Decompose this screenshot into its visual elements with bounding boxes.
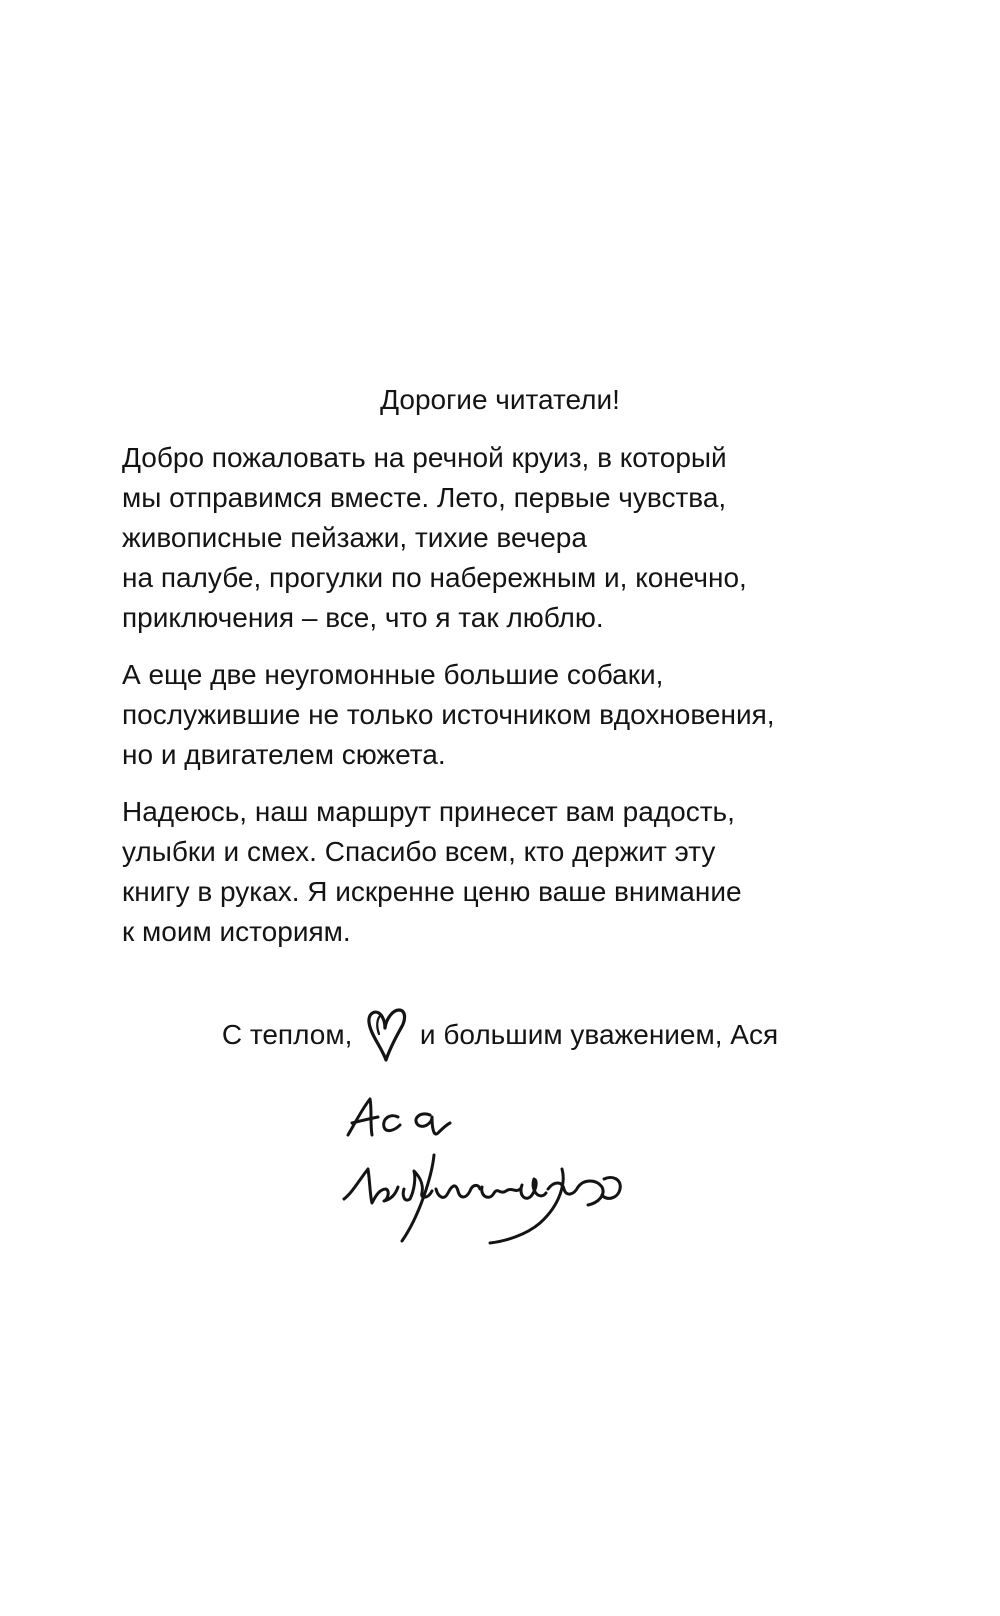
letter-paragraph: [122, 792, 862, 952]
text-line: на палубе, прогулки по набережным и, конечно,: [122, 562, 747, 593]
text-line: живописные пейзажи, тихие вечера: [122, 522, 587, 553]
closing-text-start: С теплом,: [221, 1019, 353, 1050]
heart-icon: [364, 1004, 410, 1064]
handwritten-signature: [340, 1095, 630, 1245]
text-line: к моим историям.: [122, 916, 351, 947]
closing-text-end: и большим уважением, Ася: [419, 1019, 779, 1050]
text-line: мы отправимся вместе. Лето, первые чувства,: [122, 482, 727, 513]
text-line: улыбки и смех. Спасибо всем, кто держит эту: [122, 836, 716, 867]
text-line: послужившие не только источником вдохновения,: [122, 699, 775, 730]
letter-greeting: Дорогие читатели!: [380, 384, 620, 415]
text-line: но и двигателем сюжета.: [122, 739, 446, 770]
text-line: приключения – все, что я так люблю.: [122, 602, 604, 633]
text-line: Надеюсь, наш маршрут принесет вам радость,: [122, 796, 735, 827]
text-line: Добро пожаловать на речной круиз, в который: [122, 442, 727, 473]
letter-paragraph: [122, 655, 862, 775]
text-line: А еще две неугомонные большие собаки,: [122, 659, 664, 690]
text-line: книгу в руках. Я искренне ценю ваше внимание: [122, 876, 742, 907]
letter-paragraph: [122, 438, 862, 638]
letter-closing: [0, 1004, 1000, 1064]
